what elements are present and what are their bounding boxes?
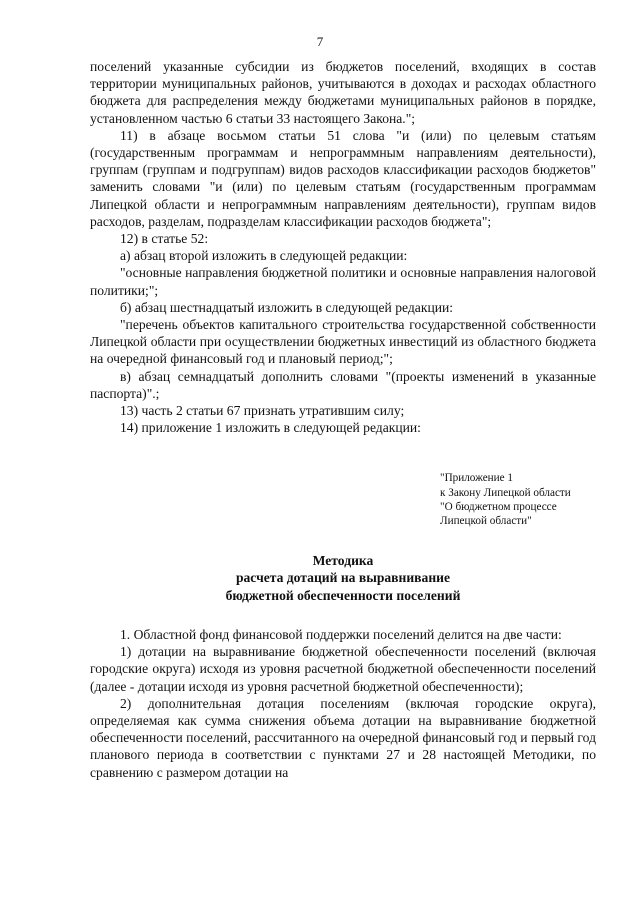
appendix-line-3: "О бюджетном процессе	[440, 500, 557, 513]
methodology-body	[90, 626, 596, 781]
paragraph-item-12b-text: "перечень объектов капитального строительства государственной собственности Липецкой области при осуществлении бюджетных инвестиций из областного бюджета на очередной финансовый год и плановый период;";	[90, 317, 596, 367]
paragraph-item-12a-text: "основные направления бюджетной политики и основные направления налоговой политики;";	[90, 265, 596, 298]
paragraph-item-12c: в) абзац семнадцатый дополнить словами "(проекты изменений в указанные паспорта)".;	[90, 368, 596, 401]
methodology-title-line-1: Методика	[312, 553, 374, 569]
paragraph-item-13: 13) часть 2 статьи 67 признать утратившим силу;	[120, 403, 405, 419]
page-number: 7	[316, 34, 324, 49]
appendix-reference	[440, 471, 596, 528]
paragraph-subsidies-continuation: поселений указанные субсидии из бюджетов поселений, входящих в состав территории муниципальных районов, учитываются в доходах и расходах областного бюджета для распределения между бюджетами муниципальных районов в порядке, установленном частью 6 статьи 33 настоящего Закона.";	[90, 59, 596, 126]
appendix-line-1: "Приложение 1	[440, 472, 514, 485]
paragraph-item-11: 11) в абзаце восьмом статьи 51 слова "и (или) по целевым статьям (государственным программам и непрограммным направлениям деятельности), группам (группам и подгруппам) видов расходов классификации расходов бюджетов" заменить словами "и (или) по целевым статьям (государственным программам Липецкой области и непрограммным направлениям деятельности), группам видов расходов, разделам, подразделам классификации расходов бюджета";	[90, 127, 596, 229]
paragraph-item-12b: б) абзац шестнадцатый изложить в следующей редакции:	[120, 299, 454, 315]
methodology-title	[90, 552, 596, 604]
document-body	[90, 58, 596, 781]
methodology-title-line-3: бюджетной обеспеченности поселений	[225, 587, 461, 603]
paragraph-item-12a: а) абзац второй изложить в следующей редакции:	[120, 248, 408, 264]
appendix-line-4: Липецкой области"	[440, 515, 532, 528]
appendix-line-2: к Закону Липецкой области	[440, 486, 571, 499]
methodology-paragraph-1-1: 1) дотации на выравнивание бюджетной обеспеченности поселений (включая городские округа) исходя из уровня расчетной бюджетной обеспеченности поселений (далее - дотации исходя из уровня расчетной бюджетной обеспеченности);	[90, 644, 596, 694]
paragraph-item-14: 14) приложение 1 изложить в следующей редакции:	[120, 420, 421, 436]
methodology-paragraph-1-2: 2) дополнительная дотация поселениям (включая городские округа), определяемая как сумма снижения объема дотации на выравнивание бюджетной обеспеченности поселений, рассчитанного на очередной финансовый год и первый год планового периода в соответствии с пунктами 27 и 28 настоящей Методики, по сравнению с размером дотации на	[90, 695, 596, 780]
methodology-title-line-2: расчета дотаций на выравнивание	[235, 570, 451, 586]
methodology-paragraph-1: 1. Областной фонд финансовой поддержки поселений делится на две части:	[120, 626, 562, 642]
paragraph-item-12: 12) в статье 52:	[120, 231, 209, 247]
